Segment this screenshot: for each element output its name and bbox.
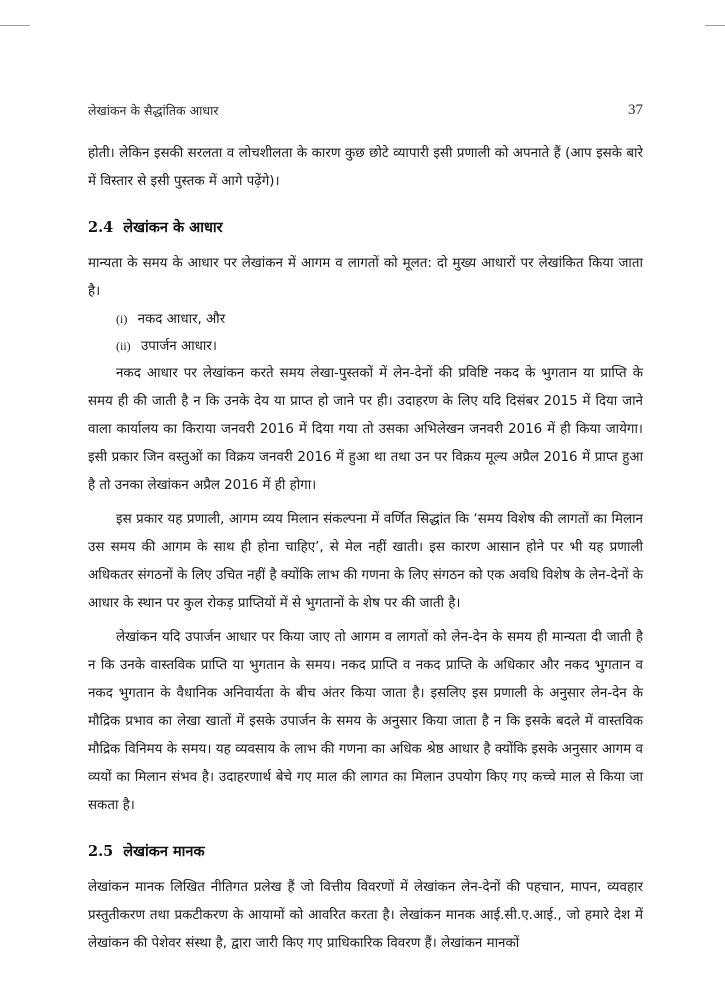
running-title: लेखांकन के सैद्धांतिक आधार bbox=[88, 103, 219, 118]
section-title: लेखांकन के आधार bbox=[123, 219, 223, 236]
list-item bbox=[88, 333, 643, 360]
section-number: 2.5 bbox=[88, 843, 114, 860]
paragraph-accounting-standards: लेखांकन मानक लिखित नीतिगत प्रलेख हैं जो वित्तीय विवरणों में लेखांकन लेन-देनों की पहचान, मापन, व्यवहार प्रस्तुतीकरण तथा प्रकटीकरण के आयामों को आवरित करता है। लेखांकन मानक आई.सी.ए.आई., जो हमारे देश में लेखांकन की पेशेवर संस्था है, द्वारा जारी किए गए प्राधिकारिक विवरण हैं। लेखांकन मानकों bbox=[88, 880, 643, 951]
section-intro-paragraph: मान्यता के समय के आधार पर लेखांकन में आगम व लागतों को मूलत: दो मुख्य आधारों पर लेखांकित किया जाता है। bbox=[88, 256, 643, 299]
section-heading-2-5 bbox=[88, 838, 643, 866]
continuation-paragraph: होती। लेकिन इसकी सरलता व लोचशीलता के कारण कुछ छोटे व्यापारी इसी प्रणाली को अपनाते हैं (आप इसके बारे में विस्तार से इसी पुस्तक में आगे पढ़ेंगे)। bbox=[88, 146, 643, 189]
section-title: लेखांकन मानक bbox=[123, 843, 205, 860]
list-text: नकद आधार, और bbox=[137, 312, 226, 327]
list-text: उपार्जन आधार। bbox=[140, 339, 217, 354]
paragraph-matching-concept: इस प्रकार यह प्रणाली, आगम व्यय मिलान संकल्पना में वर्णित सिद्धांत कि ‘समय विशेष की लागतों का मिलान उस समय की आगम के साथ ही होना चाहिए’, से मेल नहीं खाती। इस कारण आसान होने पर भी यह प्रणाली अधिकतर संगठनों के लिए उचित नहीं है क्योंकि लाभ की गणना के लिए संगठन को एक अवधि विशेष के लेन-देनों के आधार के स्थान पर कुल रोकड़ प्राप्तियों में से भुगतानों के शेष पर की जाती है। bbox=[88, 512, 643, 611]
list-item bbox=[88, 306, 643, 333]
list-marker: (i) bbox=[116, 312, 128, 326]
page-number: 37 bbox=[628, 102, 643, 118]
section-number: 2.4 bbox=[88, 219, 114, 236]
crop-mark-right bbox=[705, 25, 725, 26]
paragraph-accrual-basis: लेखांकन यदि उपार्जन आधार पर किया जाए तो आगम व लागतों को लेन-देन के समय ही मान्यता दी जाती है न कि उनके वास्तविक प्राप्ति या भुगतान के समय। नकद प्राप्ति व नकद प्राप्ति के अधिकार और नकद भुगतान व नकद भुगतान के वैधानिक अनिवार्यता के बीच अंतर किया जाता है। इसलिए इस प्रणाली के अनुसार लेन-देन के मौद्रिक प्रभाव का लेखा खातों में इसके उपार्जन के समय के अनुसार किया जाता है न कि इसके बदले में वास्तविक मौद्रिक विनिमय के समय। यह व्यवसाय के लाभ की गणना का अधिक श्रेष्ठ आधार है क्योंकि इसके अनुसार आगम व व्ययों का मिलान संभव है। उदाहरणार्थ बेचे गए माल की लागत का मिलान उपयोग किए गए कच्चे माल से किया जा सकता है। bbox=[88, 630, 643, 813]
crop-mark-left bbox=[0, 25, 30, 26]
list-marker: (ii) bbox=[116, 339, 131, 353]
body-text bbox=[88, 140, 643, 958]
paragraph-cash-basis: नकद आधार पर लेखांकन करते समय लेखा-पुस्तकों में लेन-देनों की प्रविष्टि नकद के भुगतान या प्राप्ति के समय ही की जाती है न कि उनके देय या प्राप्त हो जाने पर ही। उदाहरण के लिए यदि दिसंबर 2015 में दिया जाने वाला कार्यालय का किराया जनवरी 2016 में दिया गया तो उसका अभिलेखन जनवरी 2016 में ही किया जायेगा। इसी प्रकार जिन वस्तुओं का विक्रय जनवरी 2016 में हुआ था तथा उन पर विक्रय मूल्य अप्रैल 2016 में प्राप्त हुआ है तो उनका लेखांकन अप्रैल 2016 में ही होगा। bbox=[88, 366, 643, 493]
section-heading-2-4 bbox=[88, 214, 643, 242]
running-header bbox=[88, 102, 643, 122]
